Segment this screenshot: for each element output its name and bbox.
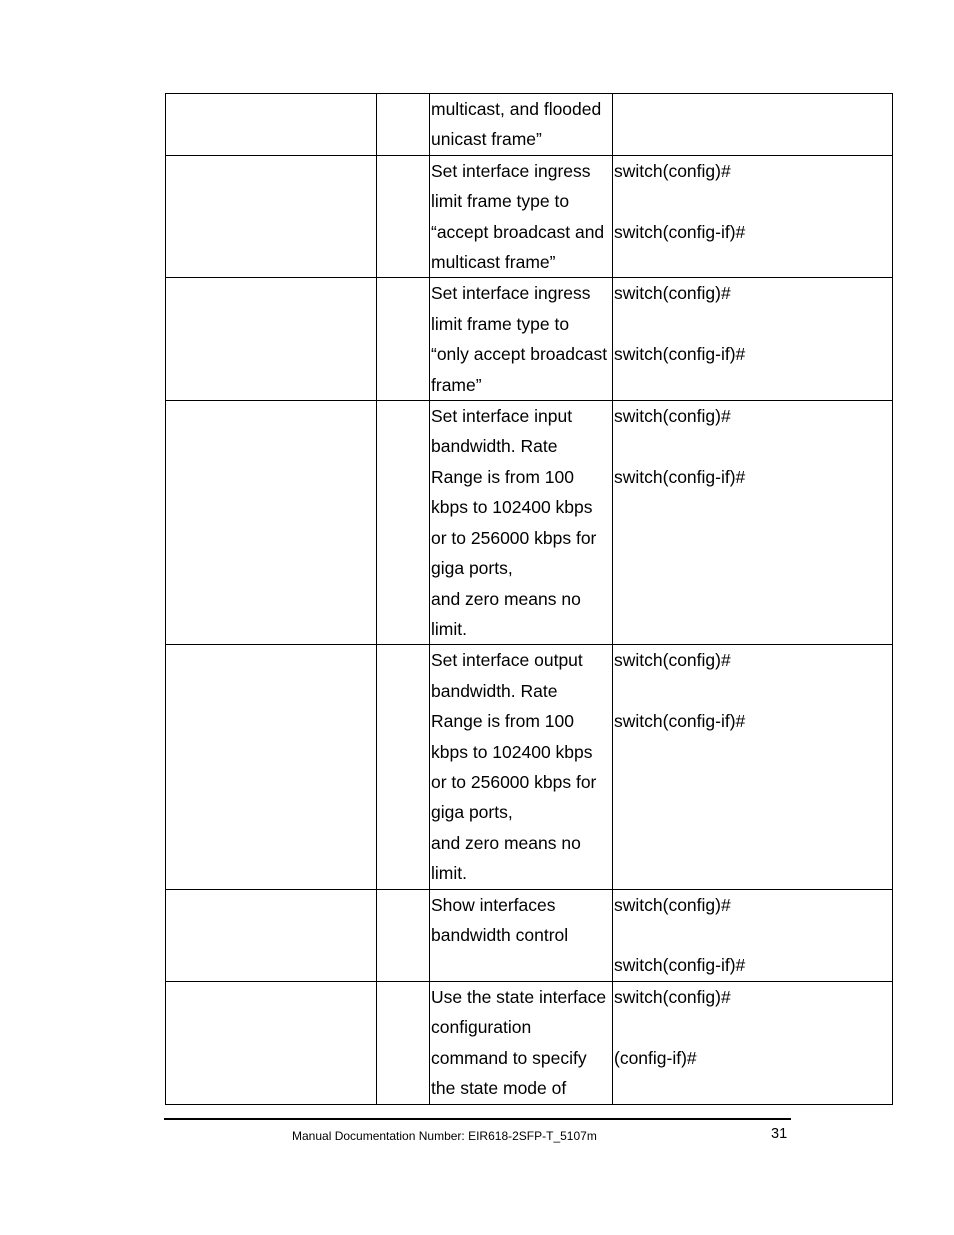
table-row — [166, 401, 893, 645]
table-row — [166, 278, 893, 401]
command-cell — [166, 401, 377, 645]
command-cell — [166, 278, 377, 401]
command-cell — [166, 645, 377, 889]
footer-doc-number: Manual Documentation Number: EIR618-2SFP-T_5107m — [292, 1129, 597, 1143]
table-row — [166, 889, 893, 981]
parameter-cell — [377, 401, 430, 645]
description-cell: Set interface ingress limit frame type to “accept broadcast and multicast frame” — [430, 155, 613, 278]
parameter-cell — [377, 94, 430, 156]
mode-cell: switch(config)# switch(config-if)# — [613, 155, 893, 278]
table-row — [166, 94, 893, 156]
description-cell: Show interfaces bandwidth control — [430, 889, 613, 981]
parameter-cell — [377, 278, 430, 401]
command-cell — [166, 155, 377, 278]
table-row — [166, 981, 893, 1104]
parameter-cell — [377, 645, 430, 889]
mode-cell: switch(config)# switch(config-if)# — [613, 645, 893, 889]
description-cell: Set interface ingress limit frame type to “only accept broadcast frame” — [430, 278, 613, 401]
description-cell: Set interface output bandwidth. Rate Range is from 100 kbps to 102400 kbps or to 256000 kbps for giga ports, and zero means no limit. — [430, 645, 613, 889]
parameter-cell — [377, 889, 430, 981]
footer-divider — [164, 1118, 791, 1120]
page-number: 31 — [771, 1126, 788, 1142]
parameter-cell — [377, 155, 430, 278]
mode-cell: switch(config)# (config-if)# — [613, 981, 893, 1104]
description-cell: Use the state interface configuration command to specify the state mode of — [430, 981, 613, 1104]
mode-cell — [613, 94, 893, 156]
mode-cell: switch(config)# switch(config-if)# — [613, 889, 893, 981]
command-table — [165, 93, 893, 1105]
command-cell — [166, 94, 377, 156]
parameter-cell — [377, 981, 430, 1104]
description-cell: Set interface input bandwidth. Rate Range is from 100 kbps to 102400 kbps or to 256000 kbps for giga ports, and zero means no limit. — [430, 401, 613, 645]
table-row — [166, 645, 893, 889]
description-cell: multicast, and flooded unicast frame” — [430, 94, 613, 156]
mode-cell: switch(config)# switch(config-if)# — [613, 278, 893, 401]
command-cell — [166, 981, 377, 1104]
table-row — [166, 155, 893, 278]
command-cell — [166, 889, 377, 981]
mode-cell: switch(config)# switch(config-if)# — [613, 401, 893, 645]
